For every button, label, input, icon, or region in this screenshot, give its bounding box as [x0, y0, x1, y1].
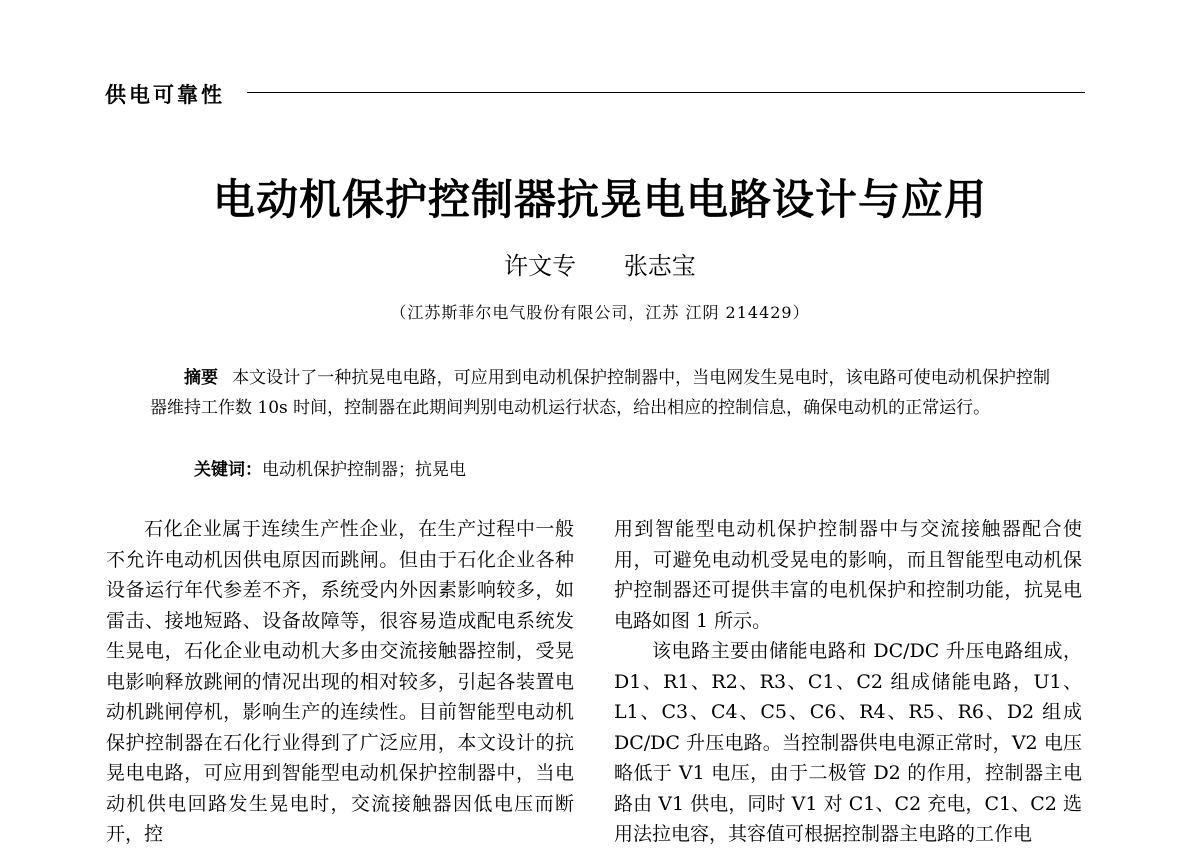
authors [0, 250, 1200, 282]
abstract [150, 363, 1050, 423]
journal-header [105, 80, 1085, 114]
keywords-label: 关键词： [194, 460, 262, 480]
body-paragraph: 用到智能型电动机保护控制器中与交流接触器配合使用，可避免电动机受晃电的影响，而且智能型电动机保护控制器还可提供丰富的电机保护和控制功能，抗晃电电路如图 1 所示。 [614, 518, 1082, 632]
body-paragraph: 该电路主要由储能电路和 DC/DC 升压电路组成，D1、R1、R2、R3、C1、C2 组成储能电路，U1、L1、C3、C4、C5、C6、R4、R5、R6、D2 组成 DC/DC 升压电路。当控制器供电电源正常时，V2 电压略低于 V1 电压，由于二极管 D2 的作用，控制器主电路由 V1 供电，同时 V1 对 C1、C2 充电，C1、C2 选用法拉电容，其容值可根据控制器主电路的工作电 [614, 640, 1082, 845]
body-column-left [106, 514, 574, 850]
keywords [194, 455, 466, 485]
body-column-right [614, 514, 1082, 850]
abstract-label: 摘要 [184, 368, 219, 388]
affiliation: （江苏斯菲尔电气股份有限公司，江苏 江阴 214429） [390, 303, 810, 322]
header-rule [247, 92, 1085, 93]
body-paragraph: 石化企业属于连续生产性企业，在生产过程中一般不允许电动机因供电原因而跳闸。但由于石化企业各种设备运行年代参差不齐，系统受内外因素影响较多，如雷击、接地短路、设备故障等，很容易造成配电系统发生晃电，石化企业电动机大多由交流接触器控制，受晃电影响释放跳闸的情况出现的相对较多，引起各装置电动机跳闸停机，影响生产的连续性。目前智能型电动机保护控制器在石化行业得到了广泛应用，本文设计的抗晃电电路，可应用到智能型电动机保护控制器中，当电动机供电回路发生晃电时，交流接触器因低电压而断开，控 [106, 518, 574, 845]
author-2: 张志宝 [623, 252, 696, 280]
paper-title: 电动机保护控制器抗晃电电路设计与应用 [212, 175, 987, 224]
author-1: 许文专 [504, 252, 577, 280]
journal-name: 供电可靠性 [105, 83, 225, 107]
keywords-text: 电动机保护控制器；抗晃电 [262, 460, 466, 480]
abstract-text: 本文设计了一种抗晃电电路，可应用到电动机保护控制器中，当电网发生晃电时，该电路可使电动机保护控制器维持工作数 10s 时间，控制器在此期间判别电动机运行状态，给出相应的控制信息，确保电动机的正常运行。 [150, 368, 1051, 418]
